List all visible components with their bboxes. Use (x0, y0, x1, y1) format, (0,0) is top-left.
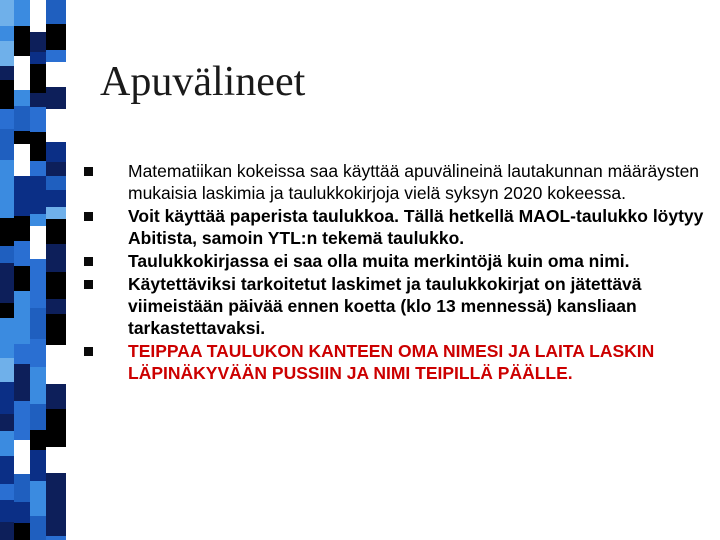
square-bullet-icon (84, 280, 93, 289)
mosaic-tile (0, 500, 14, 522)
mosaic-tile (46, 190, 66, 207)
mosaic-tile (14, 241, 30, 266)
mosaic-tile (46, 536, 66, 540)
mosaic-tile (46, 384, 66, 409)
mosaic-tile (0, 303, 14, 318)
mosaic-tile (0, 218, 14, 246)
mosaic-tile (0, 160, 14, 186)
mosaic-tile (46, 176, 66, 190)
mosaic-tile (14, 523, 30, 540)
mosaic-tile (30, 0, 46, 32)
mosaic-tile (14, 216, 30, 241)
bullet-text: Voit käyttää paperista taulukkoa. Tällä hetkellä MAOL-taulukko löytyy Abitista, samoin YTL:n tekemä taulukko. (128, 206, 704, 248)
mosaic-tile (46, 162, 66, 176)
mosaic-tile (46, 345, 66, 384)
mosaic-tile (14, 0, 30, 26)
mosaic-tile (30, 107, 46, 132)
mosaic-tile (46, 62, 66, 87)
mosaic-tile (46, 314, 66, 345)
mosaic-tile (30, 176, 46, 214)
square-bullet-icon (84, 212, 93, 221)
mosaic-tile (0, 26, 14, 41)
bullet-item (64, 340, 714, 384)
mosaic-tile (30, 52, 46, 64)
bullet-text: Käytettäviksi tarkoitetut laskimet ja taulukkokirjat on jätettävä viimeistään päivää ennen koetta (klo 13 mennessä) kansliaan tarkastettavaksi. (128, 274, 642, 338)
mosaic-tile (30, 463, 46, 481)
mosaic-tile (0, 66, 14, 80)
mosaic-tile (0, 246, 14, 263)
mosaic-tile (14, 364, 30, 401)
mosaic-tile (30, 532, 46, 540)
bullet-item (64, 205, 714, 249)
mosaic-tile (0, 109, 14, 129)
mosaic-tile (30, 226, 46, 259)
mosaic-tile (0, 382, 14, 414)
mosaic-tile (46, 24, 66, 50)
mosaic-tile (46, 0, 66, 24)
mosaic-tile (30, 64, 46, 93)
mosaic-tile (46, 473, 66, 508)
mosaic-tile (46, 447, 66, 473)
mosaic-tile (14, 144, 30, 176)
mosaic-tile (0, 431, 14, 456)
mosaic-tile (14, 502, 30, 523)
square-bullet-icon (84, 347, 93, 356)
mosaic-tile (14, 401, 30, 440)
mosaic-tile (14, 56, 30, 90)
mosaic-tile (30, 93, 46, 107)
mosaic-tile (14, 440, 30, 474)
mosaic-tile (30, 32, 46, 52)
mosaic-tile (0, 522, 14, 536)
mosaic-tile (46, 272, 66, 299)
mosaic-tile (0, 263, 14, 303)
decorative-mosaic-stripe (0, 0, 66, 540)
bullet-item (64, 160, 714, 204)
mosaic-tile (14, 291, 30, 310)
mosaic-tile (46, 409, 66, 447)
mosaic-tile (46, 50, 66, 62)
mosaic-tile (0, 358, 14, 382)
mosaic-tile (14, 26, 30, 56)
mosaic-tile (14, 131, 30, 144)
mosaic-tile (30, 214, 46, 226)
mosaic-tile (30, 308, 46, 325)
mosaic-tile (14, 266, 30, 291)
bullet-item (64, 273, 714, 339)
bullet-text: Matematiikan kokeissa saa käyttää apuvälineinä lautakunnan määräysten mukaisia laskimia ja taulukkokirjoja vielä syksyn 2020 kokeessa. (128, 161, 700, 203)
mosaic-tile (0, 186, 14, 218)
mosaic-tile (0, 0, 14, 26)
mosaic-tile (46, 244, 66, 272)
mosaic-tile (30, 290, 46, 308)
mosaic-tile (0, 414, 14, 431)
mosaic-tile (0, 129, 14, 160)
mosaic-tile (30, 481, 46, 516)
mosaic-tile (30, 161, 46, 176)
bullet-text: Taulukkokirjassa ei saa olla muita merkintöjä kuin oma nimi. (128, 251, 630, 271)
mosaic-tile (14, 344, 30, 364)
mosaic-tile (30, 450, 46, 463)
mosaic-tile (46, 142, 66, 162)
mosaic-tile (30, 259, 46, 290)
mosaic-tile (30, 367, 46, 404)
mosaic-tile (46, 207, 66, 219)
mosaic-tile (0, 41, 14, 66)
mosaic-tile (14, 106, 30, 131)
square-bullet-icon (84, 257, 93, 266)
mosaic-tile (30, 339, 46, 367)
mosaic-tile (30, 325, 46, 339)
mosaic-tile (0, 536, 14, 540)
mosaic-tile (0, 318, 14, 358)
mosaic-tile (14, 90, 30, 106)
mosaic-tile (14, 176, 30, 216)
mosaic-tile (30, 516, 46, 532)
mosaic-tile (14, 474, 30, 502)
mosaic-tile (0, 80, 14, 109)
mosaic-tile (30, 404, 46, 430)
bullet-text: TEIPPAA TAULUKON KANTEEN OMA NIMESI JA LAITA LASKIN LÄPINÄKYVÄÄN PUSSIIN JA NIMI TEIPILLÄ PÄÄLLE. (128, 341, 655, 383)
slide-title: Apuvälineet (100, 59, 306, 105)
mosaic-tile (0, 456, 14, 484)
mosaic-tile (46, 87, 66, 109)
square-bullet-icon (84, 167, 93, 176)
mosaic-tile (46, 299, 66, 314)
mosaic-tile (46, 219, 66, 244)
mosaic-tile (30, 132, 46, 161)
mosaic-tile (46, 109, 66, 142)
mosaic-tile (46, 508, 66, 536)
mosaic-tile (0, 484, 14, 500)
bullet-item (64, 250, 714, 272)
mosaic-tile (14, 310, 30, 344)
bullet-list (64, 160, 714, 385)
mosaic-tile (30, 430, 46, 450)
